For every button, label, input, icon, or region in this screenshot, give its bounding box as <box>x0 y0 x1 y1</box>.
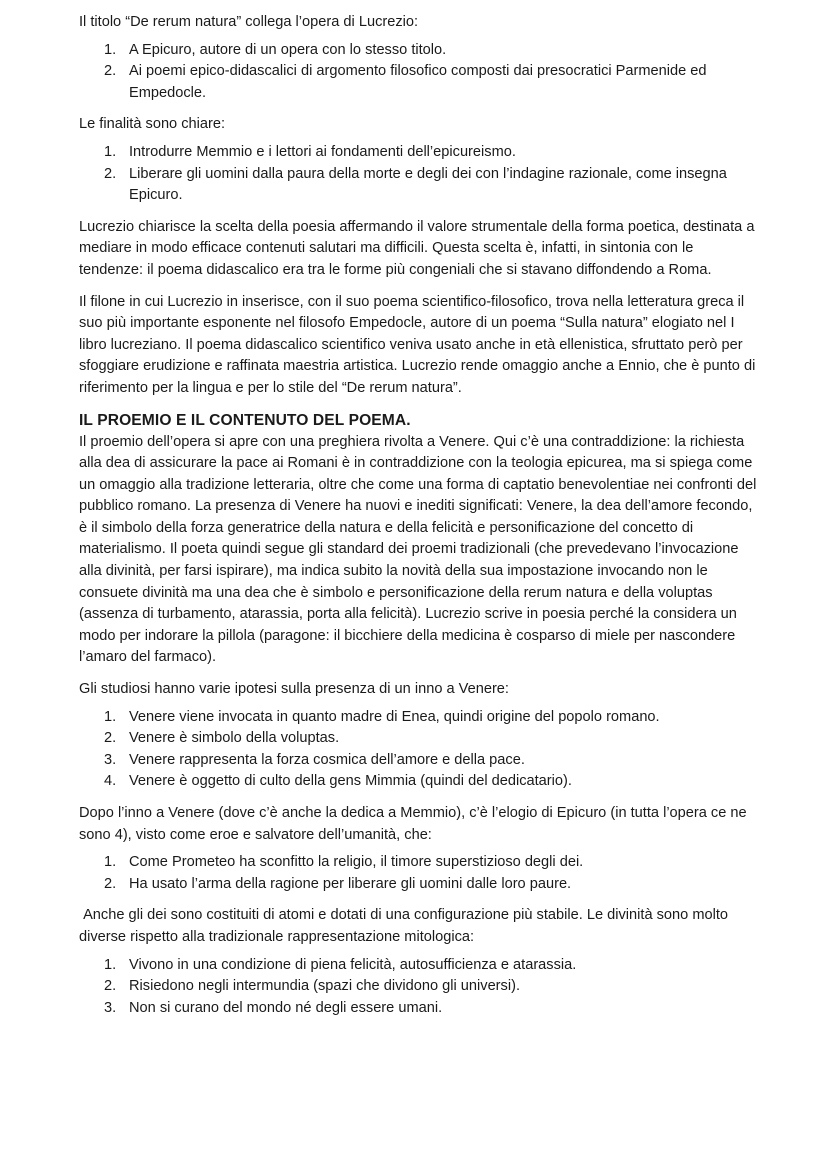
list-item: 2. Venere è simbolo della voluptas. <box>104 730 340 747</box>
paragraph-hymn-hypotheses: Gli studiosi hanno varie ipotesi sulla presenza di un inno a Venere: <box>79 681 509 698</box>
list-item: 1. Venere viene invocata in quanto madre di Enea, quindi origine del popolo romano. <box>104 708 660 725</box>
paragraph-aims-intro: Le finalità sono chiare: <box>79 116 226 133</box>
list-item: 3. Non si curano del mondo né degli essere umani. <box>104 999 443 1016</box>
paragraph-poetry-choice: Lucrezio chiarisce la scelta della poesia affermando il valore strumentale della forma poetica, destinata a mediare in modo efficace contenuti salutari ma difficili. Questa scelta è, infatti, in sintonia con le tendenze: il poema didascalico era tra le forme più congeniali che si stavano diffondendo a Roma. <box>79 218 755 278</box>
list-item: 2. Ha usato l’arma della ragione per liberare gli uomini dalle loro paure. <box>104 875 572 892</box>
paragraph-tradition: Il filone in cui Lucrezio in inserisce, con il suo poema scientifico-filosofico, trova nella letteratura greca il suo più importante esponente nel filosofo Empedocle, autore di un poema “Sulla natura” elogiato nel I libro lucreziano. Il poema didascalico scientifico veniva usato anche in età ellenistica, sfruttato però per sfoggiare erudizione e raffinata maestria artistica. Lucrezio rende omaggio anche a Ennio, che è punto di riferimento per la lingua e per lo stile del “De rerum natura”. <box>79 293 756 396</box>
list-epicurus <box>79 852 759 895</box>
section-heading: IL PROEMIO E IL CONTENUTO DEL POEMA. <box>79 411 411 429</box>
list-item: 3. Venere rappresenta la forza cosmica dell’amore e della pace. <box>104 751 525 768</box>
list-item: 1. Vivono in una condizione di piena felicità, autosufficienza e atarassia. <box>104 956 577 973</box>
paragraph-epicurus-praise: Dopo l’inno a Venere (dove c’è anche la dedica a Memmio), c’è l’elogio di Epicuro (in tutta l’opera ce ne sono 4), visto come eroe e salvatore dell’umanità, che: <box>79 805 747 843</box>
list-item: 1. A Epicuro, autore di un opera con lo stesso titolo. <box>104 41 447 58</box>
paragraph-gods: Anche gli dei sono costituiti di atomi e dotati di una configurazione più stabile. Le divinità sono molto diverse rispetto alla tradizionale rappresentazione mitologica: <box>79 907 733 945</box>
list-gods <box>79 955 759 1020</box>
list-item: 2. Liberare gli uomini dalla paura della morte e degli dei con l’indagine razionale, come insegna Epicuro. <box>104 165 727 204</box>
list-item: 2. Ai poemi epico-didascalici di argomento filosofico composti dai presocratici Parmenide ed Empedocle. <box>104 63 707 101</box>
document-page <box>79 12 759 1019</box>
paragraph-title-intro: Il titolo “De rerum natura” collega l’opera di Lucrezio: <box>79 14 419 30</box>
list-hypotheses <box>79 707 759 793</box>
list-item: 1. Introdurre Memmio e i lettori ai fondamenti dell’epicureismo. <box>104 143 516 160</box>
list-title-links <box>79 40 759 105</box>
list-item: 2. Risiedono negli intermundia (spazi che dividono gli universi). <box>104 978 520 995</box>
list-item: 1. Come Prometeo ha sconfitto la religio, il timore superstizioso degli dei. <box>104 854 584 871</box>
list-item: 4. Venere è oggetto di culto della gens Mimmia (quindi del dedicatario). <box>104 773 572 790</box>
list-aims <box>79 142 759 207</box>
paragraph-proem: Il proemio dell’opera si apre con una preghiera rivolta a Venere. Qui c’è una contraddizione: la richiesta alla dea di assicurare la pace ai Romani è in contraddizione con la teologia epicurea, ma si spiega come un omaggio alla tradizione letteraria, oltre che come una forma di captatio benevolentiae nei confronti del pubblico romano. La presenza di Venere ha nuovi e inediti significati: Venere, la dea dell’amore fecondo, è il simbolo della forza generatrice della natura e della felicità e personificazione del concetto di materialismo. Il poeta quindi segue gli standard dei proemi tradizionali (che prevedevano l’invocazione alla divinità, per farsi ispirare), ma indica subito la novità della sua impostazione invocando non le consuete divinità ma una dea che è simbolo e personificazione della rerum natura e della voluptas (assenza di turbamento, atarassia, porta alla felicità). Lucrezio scrive in poesia perché la considera un modo per indorare la pillola (paragone: il bicchiere della medicina è cosparso di miele per nascondere l’amaro del farmaco). <box>79 433 757 666</box>
